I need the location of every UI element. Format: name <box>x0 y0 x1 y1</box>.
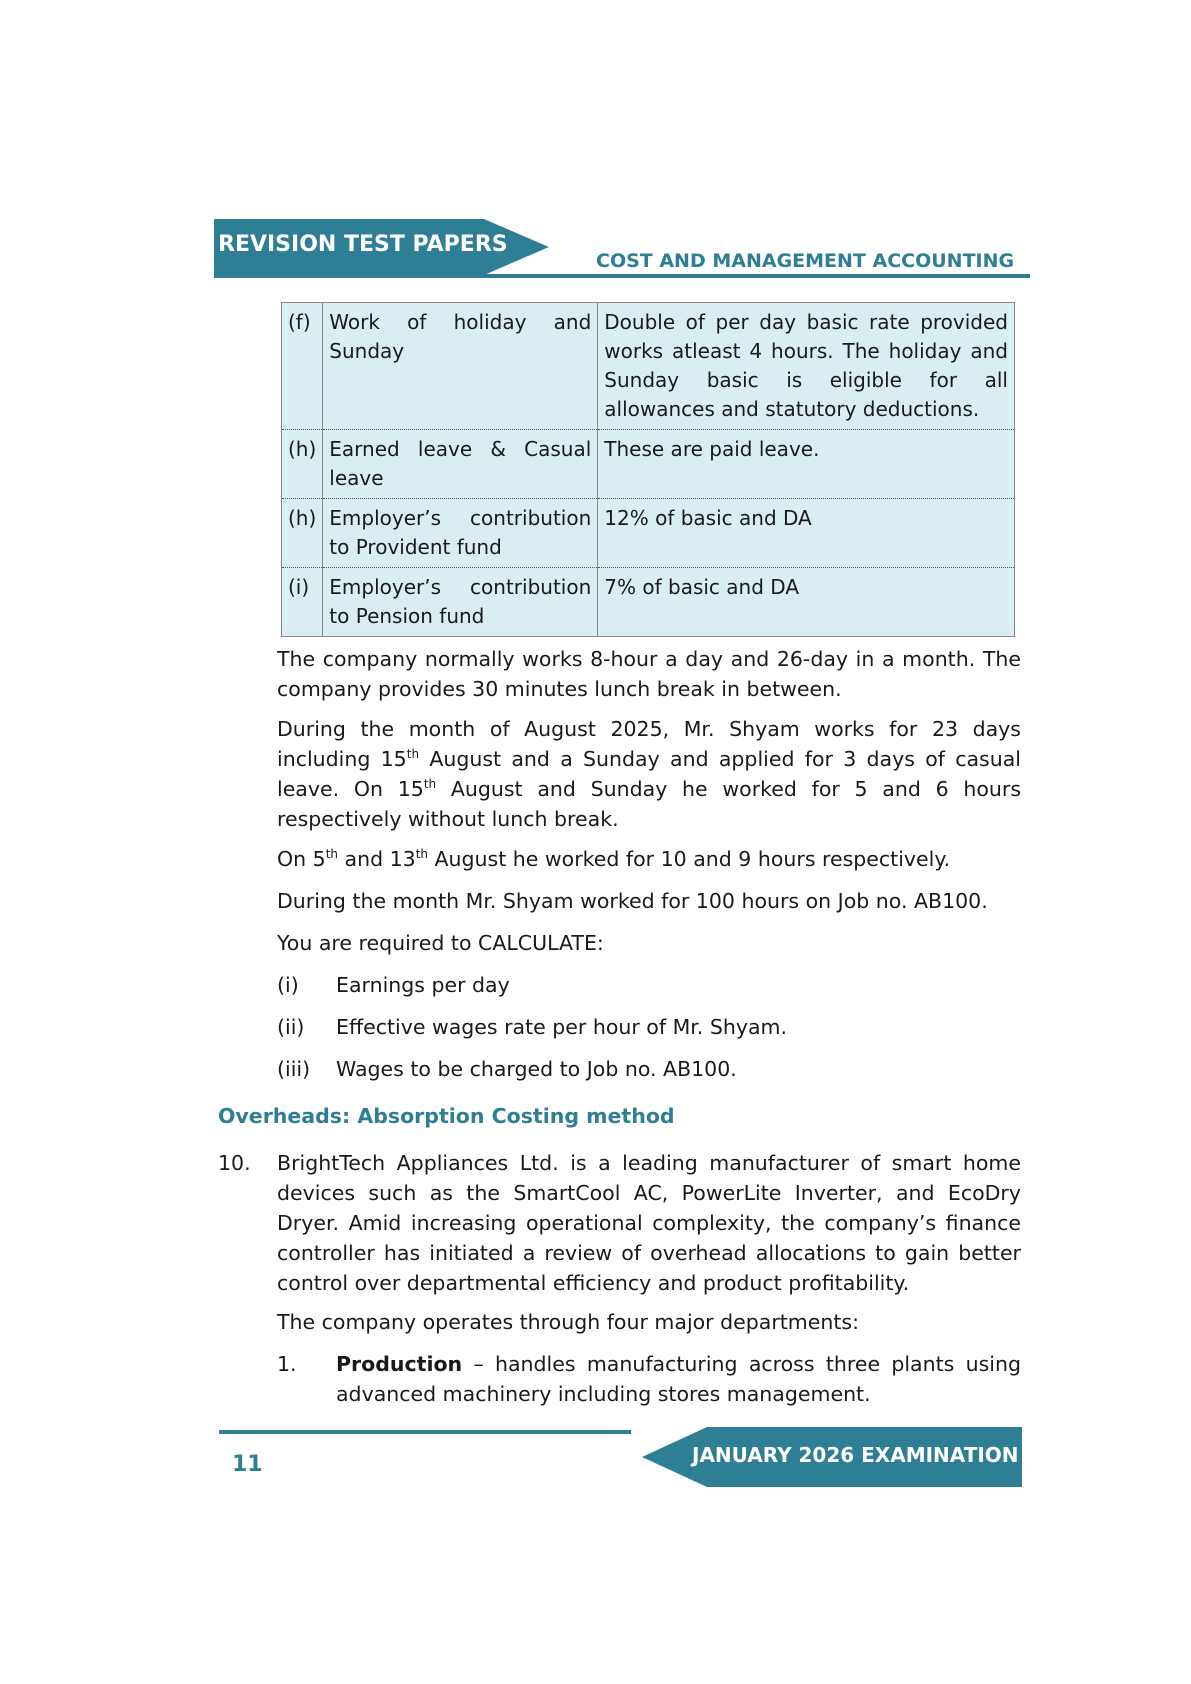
table-row <box>282 303 1015 430</box>
row-item: Employer’s contribution to Pension fund <box>323 568 598 637</box>
row-detail: 12% of basic and DA <box>598 499 1015 568</box>
paragraph-august-work: During the month of August 2025, Mr. Shyam works for 23 days including 15th August and a Sunday and applied for 3 days of casual leave. On 15th August and Sunday he worked for 5 and 6 hours respectively without lunch break. <box>277 717 1021 831</box>
question-intro: BrightTech Appliances Ltd. is a leading manufacturer of smart home devices such as the SmartCool AC, PowerLite Inverter, and EcoDry Dryer. Amid increasing operational complexity, the company’s finance controller has initiated a review of overhead allocations to gain better control over departmental efficiency and product profitability. <box>277 1151 1021 1295</box>
paragraph-job-hours: During the month Mr. Shyam worked for 100 hours on Job no. AB100. <box>277 889 988 913</box>
department-number: 1. <box>277 1352 297 1376</box>
table-row <box>282 430 1015 499</box>
row-code: (i) <box>282 568 323 637</box>
row-detail: Double of per day basic rate provided works atleast 4 hours. The holiday and Sunday basic is eligible for all allowances and statutory deductions. <box>598 303 1015 430</box>
header-title: REVISION TEST PAPERS <box>218 232 508 257</box>
footer-exam: JANUARY 2026 EXAMINATION <box>692 1443 1019 1467</box>
requirement-number: (iii) <box>277 1057 311 1081</box>
requirement-text: Earnings per day <box>336 973 510 997</box>
row-detail: These are paid leave. <box>598 430 1015 499</box>
departments-intro: The company operates through four major departments: <box>277 1310 859 1334</box>
row-item: Work of holiday and Sunday <box>323 303 598 430</box>
table-row <box>282 568 1015 637</box>
requirement-text: Wages to be charged to Job no. AB100. <box>336 1057 737 1081</box>
table-row <box>282 499 1015 568</box>
row-code: (h) <box>282 430 323 499</box>
requirement-number: (i) <box>277 973 299 997</box>
row-item: Earned leave & Casual leave <box>323 430 598 499</box>
department-production: Production – handles manufacturing across three plants using advanced machinery including stores management. <box>336 1352 1021 1406</box>
paragraph-overtime: On 5th and 13th August he worked for 10 and 9 hours respectively. <box>277 847 951 871</box>
allowance-table <box>281 302 1015 637</box>
header-rule <box>214 274 1030 278</box>
row-item: Employer’s contribution to Provident fund <box>323 499 598 568</box>
row-code: (f) <box>282 303 323 430</box>
paragraph-required: You are required to CALCULATE: <box>277 931 604 955</box>
header-subject: COST AND MANAGEMENT ACCOUNTING <box>596 250 1015 272</box>
requirement-text: Effective wages rate per hour of Mr. Shyam. <box>336 1015 788 1039</box>
footer-rule <box>219 1430 631 1434</box>
question-number: 10. <box>218 1151 251 1175</box>
section-heading: Overheads: Absorption Costing method <box>218 1104 675 1128</box>
page-number: 11 <box>232 1452 263 1477</box>
row-detail: 7% of basic and DA <box>598 568 1015 637</box>
requirement-number: (ii) <box>277 1015 305 1039</box>
paragraph-working-hours: The company normally works 8-hour a day and 26-day in a month. The company provides 30 minutes lunch break in between. <box>277 647 1021 701</box>
row-code: (h) <box>282 499 323 568</box>
